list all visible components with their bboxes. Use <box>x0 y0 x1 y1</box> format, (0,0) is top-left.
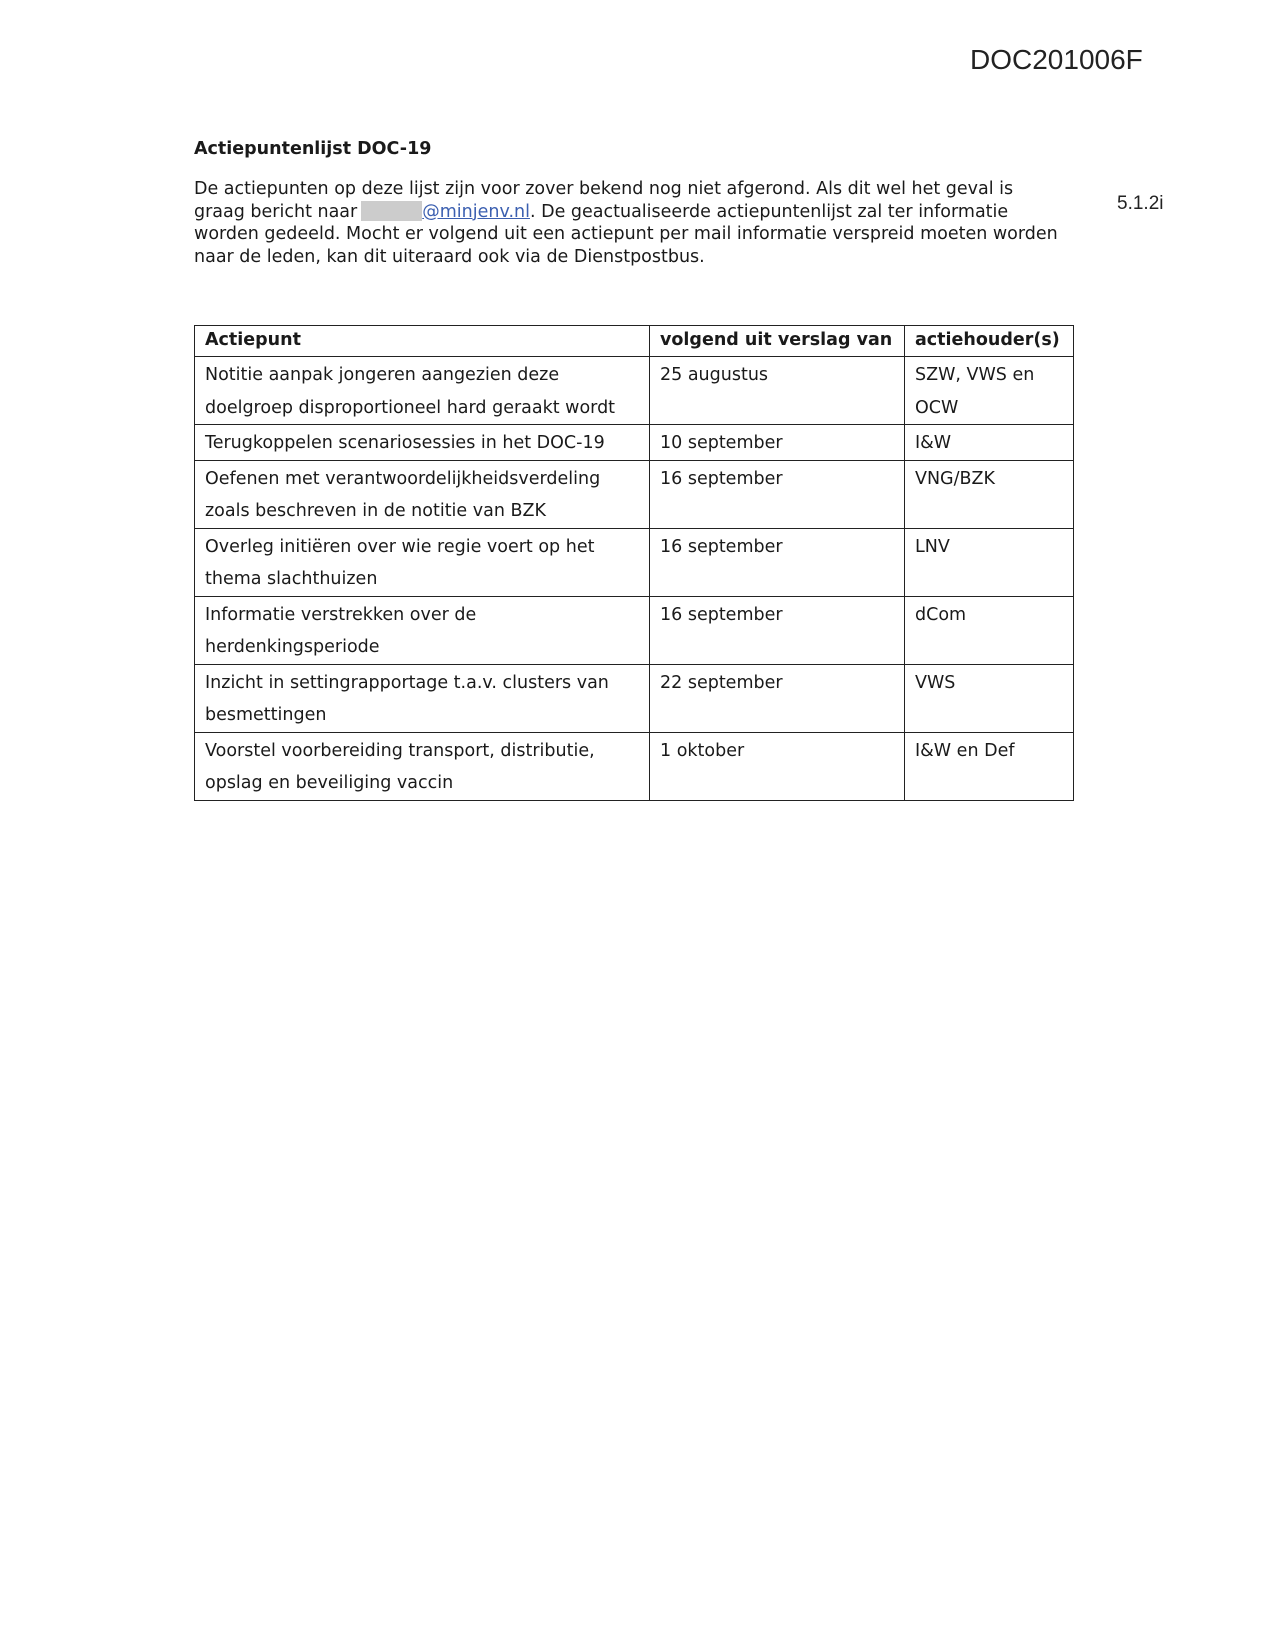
intro-paragraph <box>194 178 1074 268</box>
intro-line-2-end: . De geactualiseerde actiepuntenlijst zal ter informatie <box>529 201 1009 222</box>
cell-actiepunt <box>195 528 650 596</box>
table-row <box>195 460 1074 528</box>
cell-actiepunt-line: thema slachthuizen <box>205 569 378 589</box>
cell-actiehouder-line: I&W <box>915 433 952 453</box>
cell-actiehouder <box>905 357 1074 425</box>
cell-actiepunt-line: Inzicht in settingrapportage t.a.v. clusters van <box>205 672 609 693</box>
table-header-row <box>195 326 1074 357</box>
cell-verslag: 16 september <box>650 596 905 664</box>
cell-actiepunt <box>195 664 650 732</box>
cell-actiepunt-line: Oefenen met verantwoordelijkheidsverdeling <box>205 468 601 489</box>
cell-actiepunt-line: Terugkoppelen scenariosessies in het DOC-19 <box>205 433 605 453</box>
header-actiepunt: Actiepunt <box>195 326 650 357</box>
cell-actiepunt-line: Informatie verstrekken over de <box>205 604 477 625</box>
table-row <box>195 528 1074 596</box>
cell-actiepunt-line: Overleg initiëren over wie regie voert op het <box>205 536 595 557</box>
table-row <box>195 425 1074 461</box>
cell-verslag: 16 september <box>650 528 905 596</box>
redaction-ground-code: 5.1.2i <box>1117 193 1164 214</box>
cell-actiepunt-line: herdenkingsperiode <box>205 637 380 657</box>
cell-actiehouder-line: SZW, VWS en <box>915 365 1035 385</box>
cell-actiehouder-line: VNG/BZK <box>915 468 995 489</box>
cell-actiehouder <box>905 732 1074 800</box>
cell-actiepunt <box>195 425 650 461</box>
cell-verslag: 1 oktober <box>650 732 905 800</box>
cell-actiepunt <box>195 732 650 800</box>
table-row <box>195 357 1074 425</box>
table-row <box>195 664 1074 732</box>
cell-actiepunt <box>195 460 650 528</box>
cell-actiehouder-line: VWS <box>915 672 956 693</box>
cell-actiepunt-line: opslag en beveiliging vaccin <box>205 773 454 793</box>
document-code: DOC201006F <box>970 44 1143 75</box>
cell-actiehouder <box>905 664 1074 732</box>
cell-actiehouder <box>905 528 1074 596</box>
cell-actiepunt-line: doelgroep disproportioneel hard geraakt wordt <box>205 397 616 418</box>
redacted-block <box>361 201 422 221</box>
email-link[interactable]: @minjenv.nl <box>422 201 530 222</box>
cell-actiepunt-line: Voorstel voorbereiding transport, distributie, <box>205 740 595 761</box>
cell-actiehouder-line: I&W en Def <box>915 740 1015 761</box>
header-actiehouder: actiehouder(s) <box>905 326 1074 357</box>
cell-verslag: 16 september <box>650 460 905 528</box>
intro-line-1: De actiepunten op deze lijst zijn voor zover bekend nog niet afgerond. Als dit wel het geval is <box>194 179 1014 199</box>
cell-actiepunt-line: zoals beschreven in de notitie van BZK <box>205 501 546 521</box>
table-row <box>195 732 1074 800</box>
cell-actiepunt-line: Notitie aanpak jongeren aangezien deze <box>205 365 560 385</box>
intro-line-4: naar de leden, kan dit uiteraard ook via de Dienstpostbus. <box>194 246 705 267</box>
header-verslag: volgend uit verslag van <box>650 326 905 357</box>
cell-actiehouder <box>905 596 1074 664</box>
table-body <box>195 357 1074 801</box>
cell-verslag: 22 september <box>650 664 905 732</box>
intro-line-3: worden gedeeld. Mocht er volgend uit een actiepunt per mail informatie verspreid moeten worden <box>194 224 1058 244</box>
cell-actiehouder <box>905 460 1074 528</box>
table-row <box>195 596 1074 664</box>
cell-actiepunt-line: besmettingen <box>205 705 327 725</box>
cell-actiehouder-line: OCW <box>915 397 959 418</box>
cell-actiepunt <box>195 596 650 664</box>
cell-actiehouder-line: dCom <box>915 604 967 625</box>
action-items-table <box>194 325 1074 801</box>
cell-actiehouder-line: LNV <box>915 536 950 557</box>
cell-actiehouder <box>905 425 1074 461</box>
cell-verslag: 10 september <box>650 425 905 461</box>
cell-actiepunt <box>195 357 650 425</box>
intro-line-2 <box>194 201 1074 224</box>
cell-verslag: 25 augustus <box>650 357 905 425</box>
intro-line-2-start: graag bericht naar <box>194 201 358 222</box>
page-title: Actiepuntenlijst DOC-19 <box>194 139 432 159</box>
